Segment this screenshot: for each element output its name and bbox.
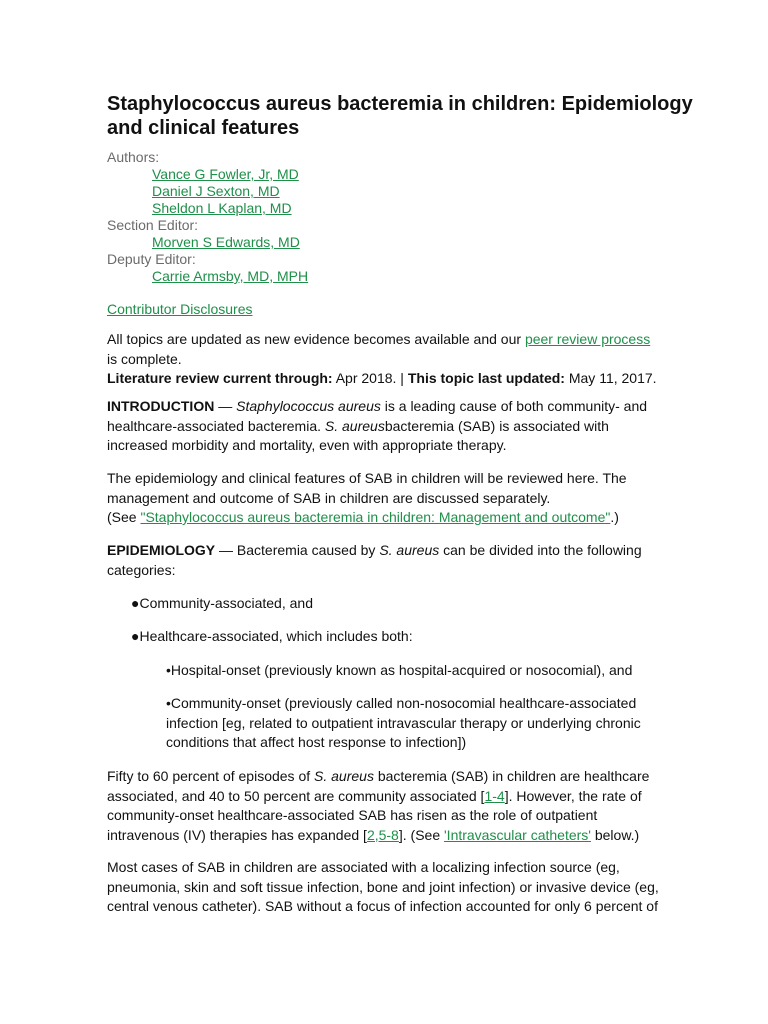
update-note	[107, 330, 663, 389]
subbullet-community-onset: •Community-onset (previously called non-nosocomial healthcare-associated infection [eg, related to outpatient intravascular therapy or underlying chronic conditions that affect host response to infection])	[166, 695, 641, 750]
reference-link-2-5-8[interactable]: 2,5-8	[366, 826, 399, 843]
bullet-healthcare-associated: ●Healthcare-associated, which includes both:	[131, 628, 413, 644]
epi-dash: —	[215, 542, 237, 558]
introduction-heading: INTRODUCTION	[107, 398, 215, 414]
organism-abbr: S. aureus	[324, 417, 385, 434]
page-title: Staphylococcus aureus bacteremia in children: Epidemiology and clinical features	[107, 93, 693, 139]
prevalence-text-1: Fifty to 60 percent of episodes of	[107, 768, 315, 784]
section-editor-label: Section Editor:	[107, 217, 199, 233]
deputy-editor-link[interactable]: Carrie Armsby, MD, MPH	[152, 268, 309, 284]
prevalence-paragraph	[107, 767, 663, 845]
epi-text-2: can be divided into the following categories:	[107, 542, 642, 578]
introduction-paragraph	[107, 397, 663, 456]
management-outcome-link[interactable]: "Staphylococcus aureus bacteremia in children: Management and outcome"	[140, 509, 611, 525]
section-editor-link[interactable]: Morven S Edwards, MD	[152, 234, 300, 250]
deputy-editor-label: Deputy Editor:	[107, 251, 196, 267]
epidemiology-paragraph	[107, 541, 663, 580]
see-suffix: .)	[610, 509, 619, 525]
localizing-source-paragraph: Most cases of SAB in children are associated with a localizing infection source (eg, pneumonia, skin and soft tissue infection, bone and joint infection) or invasive device (eg, central venous catheter). SAB without a focus of infection accounted for only 6 percent of	[107, 859, 659, 914]
last-updated-value: May 11, 2017.	[564, 370, 657, 386]
intro-dash: —	[214, 398, 237, 414]
organism-name: Staphylococcus aureus	[236, 398, 381, 414]
update-note-text: All topics are updated as new evidence becomes available and our	[107, 331, 525, 347]
subbullet-hospital-onset: •Hospital-onset (previously known as hospital-acquired or nosocomial), and	[166, 662, 633, 678]
prevalence-text-3: ]. However, the rate of community-onset healthcare-associated SAB has risen as the role of outpatient intravenous (IV) therapies has expanded [	[107, 787, 642, 843]
intravascular-catheters-link[interactable]: 'Intravascular catheters'	[444, 826, 591, 843]
reference-link-1-4[interactable]: 1-4	[484, 787, 505, 804]
contributor-disclosures-link[interactable]: Contributor Disclosures	[107, 301, 253, 317]
author-list	[107, 149, 667, 285]
author-link-1[interactable]: Vance G Fowler, Jr, MD	[152, 166, 299, 182]
bullet-community-associated: ●Community-associated, and	[131, 595, 313, 611]
overview-paragraph	[107, 469, 663, 528]
peer-review-link[interactable]: peer review process	[524, 331, 651, 347]
prevalence-text-2: bacteremia (SAB) in children are healthcare associated, and 40 to 50 percent are community associated [	[107, 768, 650, 804]
authors-label: Authors:	[107, 149, 160, 165]
see-prefix: (See	[107, 509, 141, 525]
overview-text: The epidemiology and clinical features of SAB in children will be reviewed here. The management and outcome of SAB in children are discussed separately.	[107, 470, 627, 506]
author-link-2[interactable]: Daniel J Sexton, MD	[152, 183, 280, 199]
last-updated-label: This topic last updated:	[407, 370, 565, 386]
contributor-disclosures	[107, 300, 663, 320]
author-link-3[interactable]: Sheldon L Kaplan, MD	[152, 200, 292, 216]
intro-text-2: bacteremia (SAB) is associated with increased morbidity and mortality, even with appropriate therapy.	[107, 417, 609, 453]
prevalence-text-4: ]. (See	[398, 826, 444, 843]
epi-organism-abbr: S. aureus	[379, 542, 440, 558]
lit-review-label: Literature review current through:	[107, 370, 333, 386]
lit-review-value: Apr 2018. |	[332, 370, 408, 386]
epidemiology-heading: EPIDEMIOLOGY	[107, 542, 216, 558]
intro-text-1: is a leading cause of both community- and healthcare-associated bacteremia.	[107, 398, 648, 434]
update-note-end: is complete.	[107, 350, 182, 367]
prevalence-organism-abbr: S. aureus	[314, 768, 374, 784]
epi-text-1: Bacteremia caused by	[236, 542, 380, 558]
prevalence-text-5: below.)	[590, 826, 640, 843]
